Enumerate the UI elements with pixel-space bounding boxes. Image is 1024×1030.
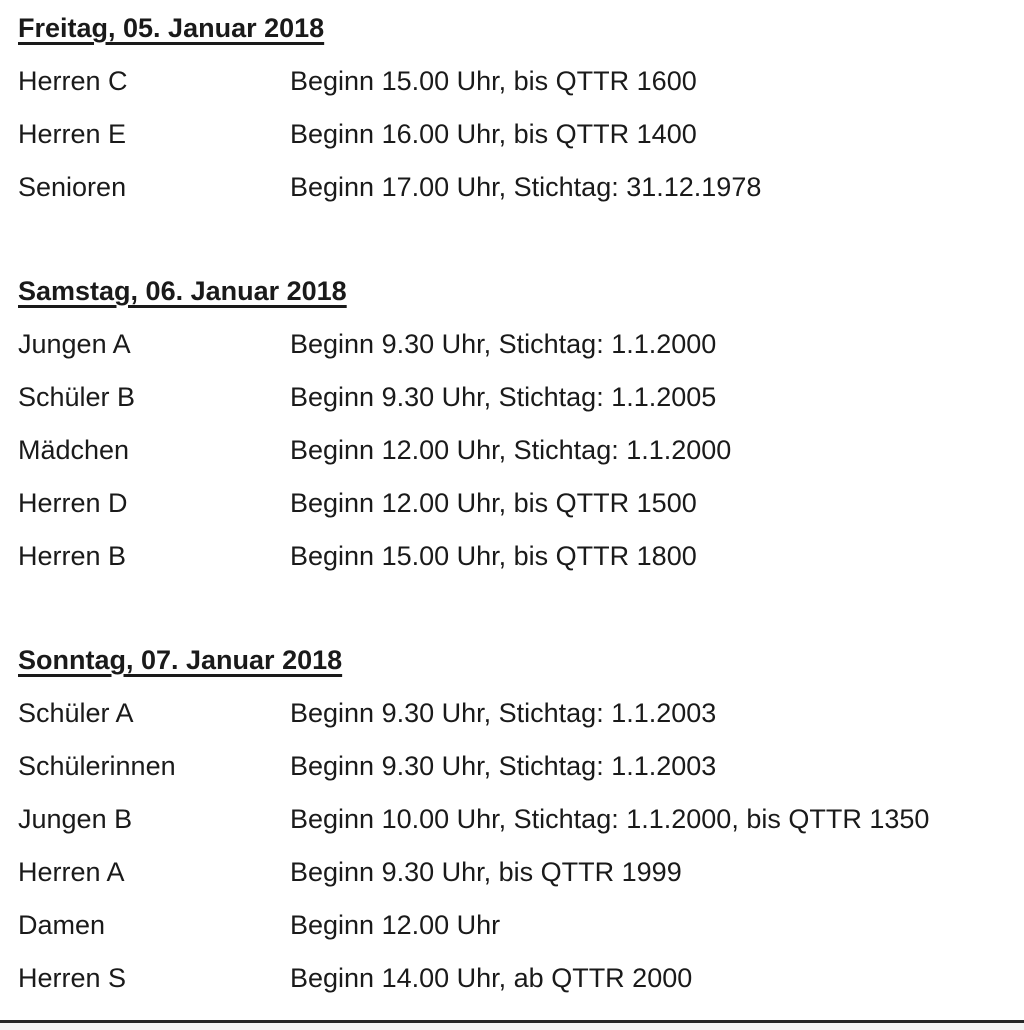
category-label: Jungen A bbox=[18, 329, 131, 359]
row-details: Beginn 15.00 Uhr, bis QTTR 1600 bbox=[290, 66, 697, 96]
schedule-row bbox=[18, 846, 1014, 899]
row-details: Beginn 12.00 Uhr bbox=[290, 910, 501, 940]
section-saturday bbox=[18, 265, 1014, 583]
row-details: Beginn 15.00 Uhr, bis QTTR 1800 bbox=[290, 541, 697, 571]
section-heading: Sonntag, 07. Januar 2018 bbox=[18, 645, 343, 675]
category-label: Jungen B bbox=[18, 804, 133, 834]
row-details: Beginn 10.00 Uhr, Stichtag: 1.1.2000, bis QTTR 1350 bbox=[290, 804, 930, 834]
schedule-row bbox=[18, 530, 1014, 583]
schedule-row bbox=[18, 161, 1014, 214]
schedule-row bbox=[18, 318, 1014, 371]
schedule-row bbox=[18, 952, 1014, 1005]
category-label: Senioren bbox=[18, 172, 127, 202]
section-friday bbox=[18, 2, 1014, 214]
category-label: Herren S bbox=[18, 963, 127, 993]
category-label: Schüler A bbox=[18, 698, 134, 728]
schedule-row bbox=[18, 55, 1014, 108]
row-details: Beginn 9.30 Uhr, Stichtag: 1.1.2003 bbox=[290, 751, 717, 781]
row-details: Beginn 16.00 Uhr, bis QTTR 1400 bbox=[290, 119, 697, 149]
row-details: Beginn 9.30 Uhr, Stichtag: 1.1.2000 bbox=[290, 329, 717, 359]
category-label: Damen bbox=[18, 910, 106, 940]
category-label: Herren A bbox=[18, 857, 125, 887]
category-label: Herren C bbox=[18, 66, 128, 96]
schedule-row bbox=[18, 371, 1014, 424]
section-heading: Samstag, 06. Januar 2018 bbox=[18, 276, 347, 306]
row-details: Beginn 17.00 Uhr, Stichtag: 31.12.1978 bbox=[290, 172, 762, 202]
schedule-row bbox=[18, 899, 1014, 952]
schedule-row bbox=[18, 793, 1014, 846]
schedule-row bbox=[18, 477, 1014, 530]
schedule-row bbox=[18, 424, 1014, 477]
category-label: Herren E bbox=[18, 119, 127, 149]
category-label: Mädchen bbox=[18, 435, 130, 465]
schedule-row bbox=[18, 108, 1014, 161]
section-heading: Freitag, 05. Januar 2018 bbox=[18, 13, 325, 43]
row-details: Beginn 12.00 Uhr, bis QTTR 1500 bbox=[290, 488, 697, 518]
row-details: Beginn 9.30 Uhr, bis QTTR 1999 bbox=[290, 857, 682, 887]
row-details: Beginn 14.00 Uhr, ab QTTR 2000 bbox=[290, 963, 693, 993]
row-details: Beginn 9.30 Uhr, Stichtag: 1.1.2005 bbox=[290, 382, 717, 412]
schedule-row bbox=[18, 687, 1014, 740]
page-bottom-edge bbox=[0, 1023, 1024, 1030]
category-label: Schülerinnen bbox=[18, 751, 176, 781]
schedule-row bbox=[18, 740, 1014, 793]
section-sunday bbox=[18, 634, 1014, 1005]
row-details: Beginn 9.30 Uhr, Stichtag: 1.1.2003 bbox=[290, 698, 717, 728]
category-label: Herren D bbox=[18, 488, 128, 518]
category-label: Herren B bbox=[18, 541, 127, 571]
row-details: Beginn 12.00 Uhr, Stichtag: 1.1.2000 bbox=[290, 435, 732, 465]
category-label: Schüler B bbox=[18, 382, 136, 412]
